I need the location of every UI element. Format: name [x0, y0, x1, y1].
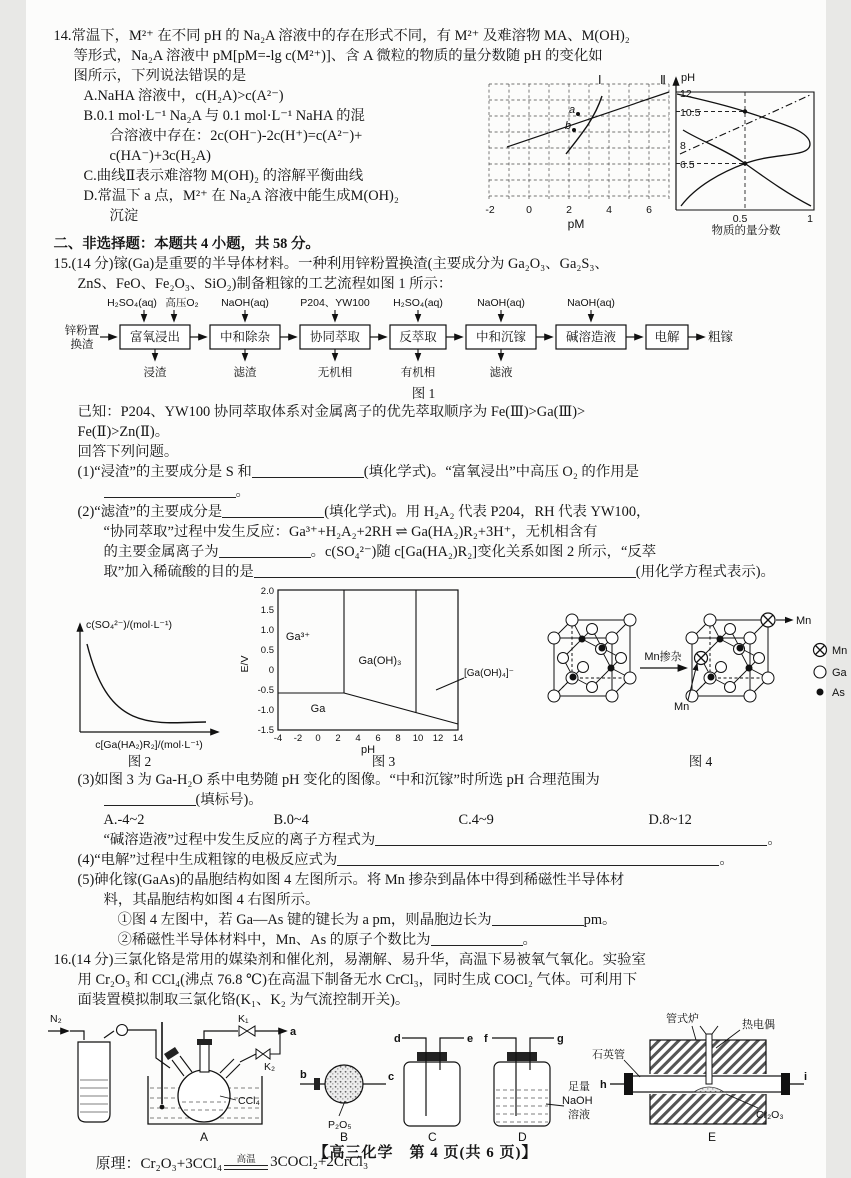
q14-option-a: A.NaHA 溶液中，c(H₂A)>c(A²⁻) [83, 88, 284, 104]
svg-text:换渣: 换渣 [70, 339, 93, 351]
furnace-label: 管式炉 [665, 1013, 699, 1025]
svg-text:NaOH: NaOH [561, 1095, 593, 1107]
p4-end: 。 [719, 852, 734, 868]
p2o5-label: P₂O₅ [327, 1119, 351, 1131]
fig2-y-label: c(SO₄²⁻)/(mol·L⁻¹) [85, 619, 172, 631]
naoh-label [562, 1080, 593, 1121]
svg-text:高压O₂: 高压O₂ [164, 297, 199, 309]
apparatus-figure [44, 1010, 810, 1146]
q14-option-b-1: B.0.1 mol·L⁻¹ Na₂A 与 0.1 mol·L⁻¹ NaHA 的混 [83, 108, 365, 124]
flow-output-labels [143, 365, 512, 379]
point-b [572, 128, 576, 132]
apparatus-E [592, 1011, 807, 1144]
fig3-y-ticks [257, 586, 273, 736]
p1-blank-1 [252, 464, 364, 478]
q15-part5-line1: (5)砷化镓(GaAs)的晶胞结构如图 4 左图所示。将 Mn 掺杂到晶体中得到稀磁性半导体材 [77, 872, 625, 888]
k2-label: K₂ [263, 1061, 275, 1073]
p5-text-c1: ①图 4 左图中，若 Ga—As 键的键长为 a pm，则晶胞边长为 [117, 912, 492, 928]
p2-blank-1 [222, 504, 324, 518]
p5-end: 。 [522, 932, 537, 948]
p5-blank-2 [431, 932, 523, 946]
q15-intro-2: ZnS、FeO、Fe₂O₃、SiO₂)制备粗镓的工艺流程如图 1 所示： [77, 276, 453, 292]
svg-text:12: 12 [679, 88, 692, 100]
fig2-x-label: c[Ga(HA₂)R₂]/(mol·L⁻¹) [94, 739, 203, 751]
fig3-region-gaoh3: Ga(OH)₃ [358, 655, 401, 667]
apparatus-A [48, 1013, 297, 1144]
label-C: C [427, 1130, 437, 1144]
flow-reagents [107, 296, 615, 309]
curve-H2A [683, 130, 811, 206]
svg-text:H₂SO₄(aq): H₂SO₄(aq) [106, 297, 157, 309]
svg-text:协同萃取: 协同萃取 [309, 330, 360, 344]
svg-text:1.0: 1.0 [260, 625, 274, 636]
p1-blank-2 [104, 484, 236, 498]
gas-tube [104, 1030, 170, 1068]
fig2-curve [87, 644, 206, 723]
p2-text-a: (2)“滤渣”的主要成分是 [77, 504, 223, 520]
fig4-right-cell [686, 613, 775, 702]
svg-text:锌粉置: 锌粉置 [64, 325, 99, 337]
svg-text:足量: 足量 [567, 1081, 590, 1093]
svg-text:6.5: 6.5 [679, 159, 695, 171]
port-c-label: c [387, 1071, 394, 1083]
q15-part4-line [26, 850, 826, 870]
svg-text:6: 6 [645, 204, 652, 216]
section-2-header: 二、非选择题：本题共 4 小题，共 58 分。 [53, 236, 320, 252]
legend-ga: Ga [831, 667, 847, 679]
p4-blank [337, 852, 719, 866]
p2-blank-3 [254, 564, 636, 578]
svg-text:滤液: 滤液 [489, 367, 512, 379]
label-E: E [707, 1130, 716, 1144]
furnace-pointer [692, 1026, 696, 1040]
svg-text:富氧浸出: 富氧浸出 [129, 330, 180, 344]
thermometer-bulb [159, 1105, 164, 1110]
port-d-label: d [393, 1033, 401, 1045]
q15-part5-line3 [26, 910, 826, 930]
page-footer: 【高三化学 第 4 页(共 6 页)】 [313, 1145, 538, 1161]
mn-label-top: Mn [795, 615, 811, 627]
q16-line-3: 面装置模拟制取三氯化铬(K₁、K₂ 为气流控制开关)。 [77, 992, 410, 1008]
svg-text:2: 2 [565, 204, 572, 216]
legend-as: As [831, 687, 845, 699]
p4-text-a: (4)“电解”过程中生成粗镓的电极反应式为 [77, 852, 338, 868]
legend-mn: Mn [831, 645, 847, 657]
exam-page [26, 0, 847, 1178]
svg-text:10.5: 10.5 [679, 107, 700, 119]
principle-left: 原理：Cr₂O₃+3CCl₄ [95, 1156, 223, 1172]
q14-option-b-3: c(HA⁻)+3c(H₂A) [109, 148, 211, 164]
principle-right: 3COCl₂+2CrCl₃ [270, 1154, 369, 1170]
apparatus-D [484, 1033, 593, 1144]
bulb [116, 1025, 127, 1036]
q15-part2-line4 [26, 562, 826, 582]
right-neck [220, 1059, 240, 1078]
label-A: A [199, 1130, 208, 1144]
svg-text:8: 8 [679, 140, 686, 152]
point-a [576, 112, 580, 116]
p2-blank-2 [219, 544, 311, 558]
left-neck [172, 1056, 192, 1076]
k1-label: K₁ [237, 1013, 249, 1025]
thermocouple-rod [706, 1034, 712, 1084]
thermocouple-wires [700, 1026, 718, 1034]
svg-text:14: 14 [452, 733, 463, 744]
q15-part3-line4 [26, 830, 826, 850]
figure-2-caption: 图 2 [127, 754, 152, 769]
figure-3-caption: 图 3 [371, 754, 396, 769]
figure-row [54, 584, 847, 770]
svg-text:电解: 电解 [653, 330, 680, 344]
curve-II [507, 92, 669, 147]
apparatus-C [394, 1033, 473, 1144]
svg-text:1.5: 1.5 [260, 605, 274, 616]
p1-end: 。 [235, 484, 250, 500]
doping-arrow-label: Mn掺杂 [643, 651, 682, 663]
svg-text:0.5: 0.5 [260, 645, 274, 656]
k2-valve [256, 1049, 263, 1059]
apparatus-B [300, 1065, 394, 1144]
fraction-ticks [732, 213, 812, 225]
q14-figure [484, 70, 822, 236]
flow-source [64, 323, 99, 351]
q14-option-d-2: 沉淀 [109, 208, 139, 224]
figure-4-svg [542, 598, 851, 754]
q15-intro-1: 15.(14 分)镓(Ga)是重要的半导体材料。一种利用锌粉置换渣(主要成分为 Ga₂O₃、Ga₂S₃、 [53, 256, 609, 272]
svg-text:10: 10 [412, 733, 423, 744]
pm-axis-label: pM [567, 217, 584, 231]
curve-II-label: Ⅱ [659, 73, 666, 87]
figure-4 [542, 598, 851, 770]
fig3-pointer [436, 678, 464, 690]
svg-text:NaOH(aq): NaOH(aq) [566, 297, 615, 309]
q14-line-3: 图所示，下列说法错误的是 [73, 68, 247, 84]
svg-text:有机相: 有机相 [400, 367, 435, 379]
svg-text:6: 6 [374, 733, 381, 744]
p3-option-d: D.8~12 [648, 812, 692, 828]
p2-text-g: (用化学方程式表示)。 [635, 564, 775, 580]
q15-part2-line1 [26, 502, 826, 522]
ph-axis-label: pH [680, 72, 695, 84]
k1-valve [239, 1026, 247, 1036]
svg-text:溶液: 溶液 [567, 1109, 590, 1121]
ph-axis-ticks [680, 88, 701, 171]
center-stopper [197, 1039, 212, 1045]
svg-text:1: 1 [806, 213, 813, 225]
question-16 [26, 950, 826, 1173]
p2-text-b: (填化学式)。用 H₂A₂ 代表 P204，RH 代表 YW100， [324, 504, 651, 520]
svg-text:0: 0 [268, 665, 274, 676]
q15-known-2: Fe(Ⅱ)>Zn(Ⅱ)。 [77, 424, 170, 440]
p2-text-f: 取”加入稀硫酸的目的是 [103, 564, 254, 580]
tube-stopper-left [624, 1073, 633, 1095]
fig3-y-label: E/V [238, 655, 251, 673]
bottle-C-stopper [417, 1052, 447, 1061]
fraction-axis-label: 物质的量分数 [711, 225, 780, 237]
svg-text:-4: -4 [273, 733, 282, 744]
p3-blank-1 [104, 792, 196, 806]
point-a-label: a [568, 104, 575, 116]
port-f-label: f [483, 1033, 488, 1045]
figure-2-svg [54, 612, 226, 754]
svg-text:-2: -2 [484, 204, 495, 216]
svg-text:中和沉镓: 中和沉镓 [475, 330, 526, 344]
p3-option-a: A.-4~2 [103, 812, 145, 828]
outlet-a-label: a [289, 1026, 296, 1038]
port-h-label: h [599, 1079, 607, 1091]
port-e-label: e [466, 1033, 473, 1045]
p1-text-b: (填化学式)。“富氧浸出”中高压 O₂ 的作用是 [363, 464, 639, 480]
svg-text:4: 4 [354, 733, 361, 744]
p5-text-c2: pm。 [583, 912, 617, 928]
center-neck [200, 1044, 209, 1072]
flowchart-figure-1 [52, 294, 826, 402]
q15-part2-line3 [26, 542, 826, 562]
flow-product: 粗镓 [707, 330, 733, 344]
svg-text:-2: -2 [293, 733, 302, 744]
b-stopper [314, 1078, 320, 1090]
fig3-region-gaoh4: [Ga(OH)₄]⁻ [463, 668, 514, 679]
svg-text:H₂SO₄(aq): H₂SO₄(aq) [392, 297, 443, 309]
double-line [224, 1165, 268, 1170]
svg-text:P204、YW100: P204、YW100 [299, 297, 370, 309]
thermocouple-label: 热电偶 [741, 1019, 775, 1031]
svg-text:中和除杂: 中和除杂 [219, 330, 270, 344]
p2-text-d: 的主要金属离子为 [103, 544, 219, 560]
svg-text:反萃取: 反萃取 [398, 330, 437, 344]
svg-text:碱溶造液: 碱溶造液 [565, 330, 616, 344]
svg-text:-1.5: -1.5 [257, 725, 274, 736]
svg-text:0: 0 [525, 204, 532, 216]
q15-part5-line2: 料，其晶胞结构如图 4 右图所示。 [103, 892, 320, 908]
svg-text:浸渣: 浸渣 [143, 367, 166, 379]
p3-option-b: B.0~4 [273, 812, 309, 828]
svg-text:12: 12 [432, 733, 443, 744]
svg-text:无机相: 无机相 [317, 367, 352, 379]
q15-part1-line2 [26, 482, 826, 502]
figure-3 [236, 584, 532, 770]
q15-part3-options [26, 810, 826, 830]
p3-text-b: (填标号)。 [195, 792, 263, 808]
svg-text:NaOH(aq): NaOH(aq) [476, 297, 525, 309]
p3-end: 。 [767, 832, 782, 848]
q16-line-1: 16.(14 分)三氯化铬是常用的媒染剂和催化剂，易潮解、易升华，高温下易被氧气氧化。实验室 [53, 952, 646, 968]
bottle-C [404, 1062, 460, 1126]
figure-3-svg [236, 584, 532, 754]
q15-part1-line1 [26, 462, 826, 482]
svg-text:2.0: 2.0 [260, 586, 274, 597]
svg-text:0: 0 [314, 733, 321, 744]
bottle-D-stopper [507, 1052, 537, 1061]
cross-point-1 [742, 109, 746, 113]
cr2o3-label: Cr₂O₃ [755, 1109, 784, 1121]
q16-line-2: 用 Cr₂O₃ 和 CCl₄(沸点 76.8 ℃)在高温下制备无水 CrCl₃，同时生成 COCl₂ 气体。可利用下 [77, 972, 638, 988]
question-14 [26, 26, 826, 237]
svg-text:4: 4 [605, 204, 612, 216]
p1-text-a: (1)“浸渣”的主要成分是 S 和 [77, 464, 252, 480]
condition-text: 高温 [236, 1155, 256, 1165]
p2o5-bulb [325, 1065, 363, 1103]
mn-label-left: Mn [673, 701, 689, 713]
curve-A2 [680, 94, 812, 154]
port-i-label: i [803, 1071, 807, 1083]
quartz-label: 石英管 [591, 1049, 625, 1061]
point-b-label: b [564, 120, 571, 132]
label-B: B [339, 1130, 348, 1144]
label-D: D [517, 1130, 527, 1144]
left-stopper [164, 1047, 179, 1060]
safety-bottle [78, 1042, 110, 1122]
curve-I-label: Ⅰ [597, 73, 602, 87]
svg-text:-0.5: -0.5 [257, 685, 274, 696]
port-g-label: g [556, 1033, 564, 1045]
svg-text:8: 8 [394, 733, 401, 744]
bottle-D [494, 1062, 550, 1126]
cross-point-2 [742, 161, 746, 165]
flow-output-arrows [155, 349, 501, 360]
q15-part5-line4 [26, 930, 826, 950]
q15-part3-line1: (3)如图 3 为 Ga-H₂O 系中电势随 pH 变化的图像。“中和沉镓”时所选 pH 合理范围为 [77, 772, 600, 788]
svg-text:2: 2 [334, 733, 341, 744]
fig3-region-ga: Ga [310, 703, 325, 715]
pm-axis-ticks [485, 204, 652, 216]
figure-2 [54, 612, 226, 770]
p5-blank-1 [492, 912, 584, 926]
fig3-x-ticks [273, 733, 463, 744]
fig4-left-cell [548, 614, 636, 702]
p3-option-c: C.4~9 [458, 812, 494, 828]
q14-line-2: 等形式，Na₂A 溶液中 pM[pM=-lg c(M²⁺)]、含 A 微粒的物质的量分数随 pH 的变化如 [73, 48, 603, 64]
svg-text:-1.0: -1.0 [257, 705, 274, 716]
ccl4-label: CCl₄ [237, 1095, 260, 1107]
q15-part2-line2: “协同萃取”过程中发生反应：Ga³⁺+H₂A₂+2RH ⇌ Ga(HA₂)R₂+3H⁺，无机相含有 [103, 524, 598, 540]
question-15 [26, 254, 847, 950]
fig3-region-ga3: Ga³⁺ [285, 631, 310, 643]
q14-line-1: 14.常温下，M²⁺ 在不同 pH 的 Na₂A 溶液中的存在形式不同，有 M²⁺ 及难溶物 MA、M(OH)₂ [53, 28, 630, 44]
q14-option-b-2: 合溶液中存在：2c(OH⁻)-2c(H⁺)=c(A²⁻)+ [109, 128, 363, 144]
p3-blank-2 [375, 832, 767, 846]
p5-text-d1: ②稀磁性半导体材料中，Mn、As 的原子个数比为 [117, 932, 431, 948]
p2-text-e: 。c(SO₄²⁻)随 c[Ga(HA₂)R₂]变化关系如图 2 所示，“反萃 [310, 544, 657, 560]
q14-option-c: C.曲线Ⅱ表示难溶物 M(OH)₂ 的溶解平衡曲线 [83, 168, 364, 184]
three-neck-flask [178, 1070, 230, 1122]
tube-stopper-right [781, 1073, 790, 1095]
flow-reagent-arrows [144, 310, 591, 321]
q14-option-d-1: D.常温下 a 点，M²⁺ 在 Na₂A 溶液中能生成M(OH)₂ [83, 188, 399, 204]
figure-1-caption: 图 1 [411, 386, 436, 401]
svg-text:0.5: 0.5 [732, 213, 747, 225]
n2-label: N₂ [49, 1013, 62, 1025]
svg-text:NaOH(aq): NaOH(aq) [220, 297, 269, 309]
q15-answer-prompt: 回答下列问题。 [77, 444, 179, 460]
flowchart-svg [52, 294, 796, 386]
q15-known-1: 已知：P204、YW100 协同萃取体系对金属离子的优先萃取顺序为 Fe(Ⅲ)>Ga(Ⅲ)> [77, 404, 586, 420]
figure-4-caption: 图 4 [688, 754, 713, 769]
fig3-x-label: pH [360, 744, 375, 756]
svg-text:滤渣: 滤渣 [233, 367, 256, 379]
fig4-legend [813, 644, 847, 700]
p3-text-c: “碱溶造液”过程中发生反应的离子方程式为 [103, 832, 376, 848]
q15-part3-line2 [26, 790, 826, 810]
port-b-label: b [299, 1069, 307, 1081]
